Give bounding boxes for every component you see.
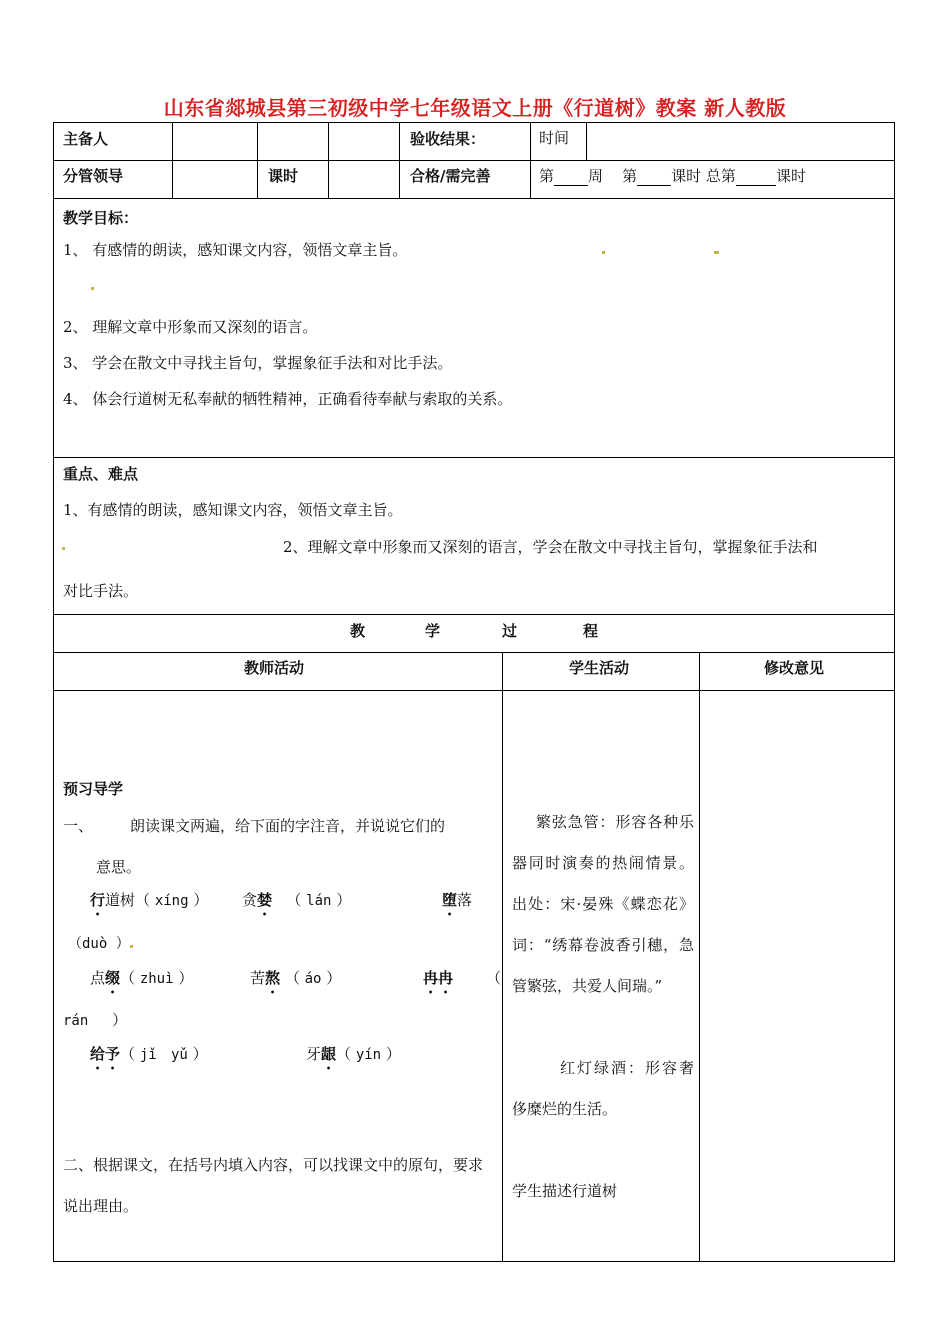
teacher-column-header: 教师活动 [244, 659, 305, 677]
paren: （ [120, 1045, 136, 1063]
key-point-2: 2、理解文章中形象而又深刻的语言，学会在散文中寻找主旨句，掌握象征手法和 [283, 538, 818, 556]
student-note-idiom-2: 红灯绿酒：形容奢侈糜烂的生活。 [512, 1059, 694, 1118]
lesson-blank [637, 171, 671, 186]
paren: ） [112, 1011, 128, 1029]
col-divider [530, 123, 531, 198]
objective-item-2: 2、 理解文章中形象而又深刻的语言。 [63, 318, 318, 336]
paren: （ [286, 891, 302, 909]
row-divider [54, 690, 894, 691]
col-divider [399, 123, 400, 198]
col-divider [257, 123, 258, 198]
word-dianzhui [90, 967, 193, 997]
word-char: 堕 [442, 891, 458, 909]
paren: ） [193, 891, 209, 909]
process-char-2: 学 [425, 622, 441, 640]
pinyin: zhuì [139, 971, 174, 987]
row-divider [54, 198, 894, 199]
week-blank [554, 171, 588, 186]
col-divider [699, 652, 700, 1261]
col-divider [586, 123, 587, 160]
word-rest: 道树（ [105, 891, 151, 909]
key-point-2-cont: 对比手法。 [63, 582, 139, 600]
speck-mark [91, 287, 94, 290]
student-note-describe: 学生描述行道树 [512, 1182, 618, 1200]
week-prefix: 第 [539, 167, 555, 185]
process-char-3: 过 [502, 622, 518, 640]
process-char-4: 程 [583, 622, 599, 640]
revision-column-header: 修改意见 [764, 659, 825, 677]
word-char: 婪 [257, 891, 273, 909]
paren: ） [326, 969, 342, 987]
acceptance-label: 验收结果： [410, 130, 486, 148]
student-column-header: 学生活动 [569, 659, 630, 677]
paren: ） [336, 891, 352, 909]
lesson-suffix: 课时 [671, 167, 702, 185]
total-suffix: 课时 [775, 167, 806, 185]
week-suffix: 周 [588, 167, 604, 185]
word-char: 冉冉 [423, 969, 454, 987]
pinyin: yín [355, 1047, 382, 1063]
pinyin: lán [306, 893, 332, 909]
pinyin-ran [63, 1009, 127, 1030]
question-2: 二、根据课文，在括号内填入内容，可以找课文中的原句，要求说出理由。 [63, 1156, 484, 1215]
word-char: 缀 [105, 969, 121, 987]
supervisor-label: 分管领导 [63, 167, 124, 185]
objectives-heading: 教学目标： [63, 209, 139, 227]
paren: ） [385, 1045, 401, 1063]
col-divider [502, 652, 503, 1261]
key-point-1: 1、有感情的朗读，感知课文内容，领悟文章主旨。 [63, 501, 403, 519]
document-title: 山东省郯城县第三初级中学七年级语文上册《行道树》教案 新人教版 [163, 96, 787, 120]
question-1-text: 朗读课文两遍，给下面的字注音，并说说它们的 [130, 817, 446, 835]
paren: （ [120, 969, 136, 987]
word-char: 龈 [321, 1045, 337, 1063]
word-ranran [423, 967, 453, 997]
total-prefix: 总第 [705, 167, 736, 185]
question-1-number: 一、 [63, 817, 94, 835]
pinyin-duo: （duò ） [68, 936, 130, 952]
word-char: 贪 [242, 891, 258, 909]
speck-mark [714, 251, 719, 254]
speck-mark [602, 251, 605, 254]
word-kuao [250, 967, 341, 997]
word-char: 点 [90, 969, 106, 987]
pinyin: jǐ [139, 1047, 157, 1063]
word-char: 行 [90, 891, 106, 909]
word-char: 给予 [90, 1045, 121, 1063]
objective-item-4: 4、 体会行道树无私奉献的牺牲精神，正确看待奉献与索取的关系。 [63, 390, 513, 408]
col-divider [172, 123, 173, 198]
preview-section-title: 预习导学 [63, 780, 124, 798]
pinyin: rán [63, 1013, 89, 1029]
row-divider [54, 652, 894, 653]
row-divider [54, 614, 894, 615]
word-char: 熬 [265, 969, 281, 987]
row-divider [54, 457, 894, 458]
speck-mark [62, 547, 65, 550]
paren: ） [178, 969, 194, 987]
word-xingdaoshu [90, 889, 208, 919]
pass-label: 合格/需完善 [410, 167, 491, 185]
main-preparer-label: 主备人 [63, 130, 109, 148]
objective-item-1: 1、 有感情的朗读，感知课文内容，领悟文章主旨。 [63, 241, 408, 259]
period-label: 课时 [268, 167, 299, 185]
student-note-idiom-1: 繁弦急管：形容各种乐器同时演奏的热闹情景。 出处：宋·晏殊《蝶恋花》词：“绣幕卷波香引穗，急管繁弦，共爱人间瑞。” [512, 813, 694, 995]
pinyin: áo [304, 971, 322, 987]
speck-mark [130, 945, 133, 948]
row-divider [54, 160, 894, 161]
schedule-line [539, 165, 806, 186]
paren: （ [284, 969, 300, 987]
word-yayin [306, 1043, 401, 1073]
paren: （ [336, 1045, 352, 1063]
total-blank [736, 171, 776, 186]
objective-item-3: 3、 学会在散文中寻找主旨句，掌握象征手法和对比手法。 [63, 354, 453, 372]
pinyin: xíng [154, 893, 189, 909]
key-points-heading: 重点、难点 [63, 465, 139, 483]
word-tanlan [242, 889, 351, 919]
word-rest: 落 [457, 891, 473, 909]
word-char: 牙 [306, 1045, 322, 1063]
lesson-prefix: 第 [622, 167, 638, 185]
question-1-text-cont: 意思。 [96, 858, 142, 876]
paren: ） [192, 1045, 208, 1063]
word-jiyu [90, 1043, 208, 1073]
word-duoluo [442, 889, 472, 919]
pinyin: yǔ [170, 1047, 188, 1063]
lesson-plan-table [53, 122, 895, 1262]
word-char: 苦 [250, 969, 266, 987]
process-char-1: 教 [350, 622, 366, 640]
col-divider [328, 123, 329, 198]
paren-open: （ [486, 969, 502, 987]
time-label: 时间 [539, 129, 570, 147]
